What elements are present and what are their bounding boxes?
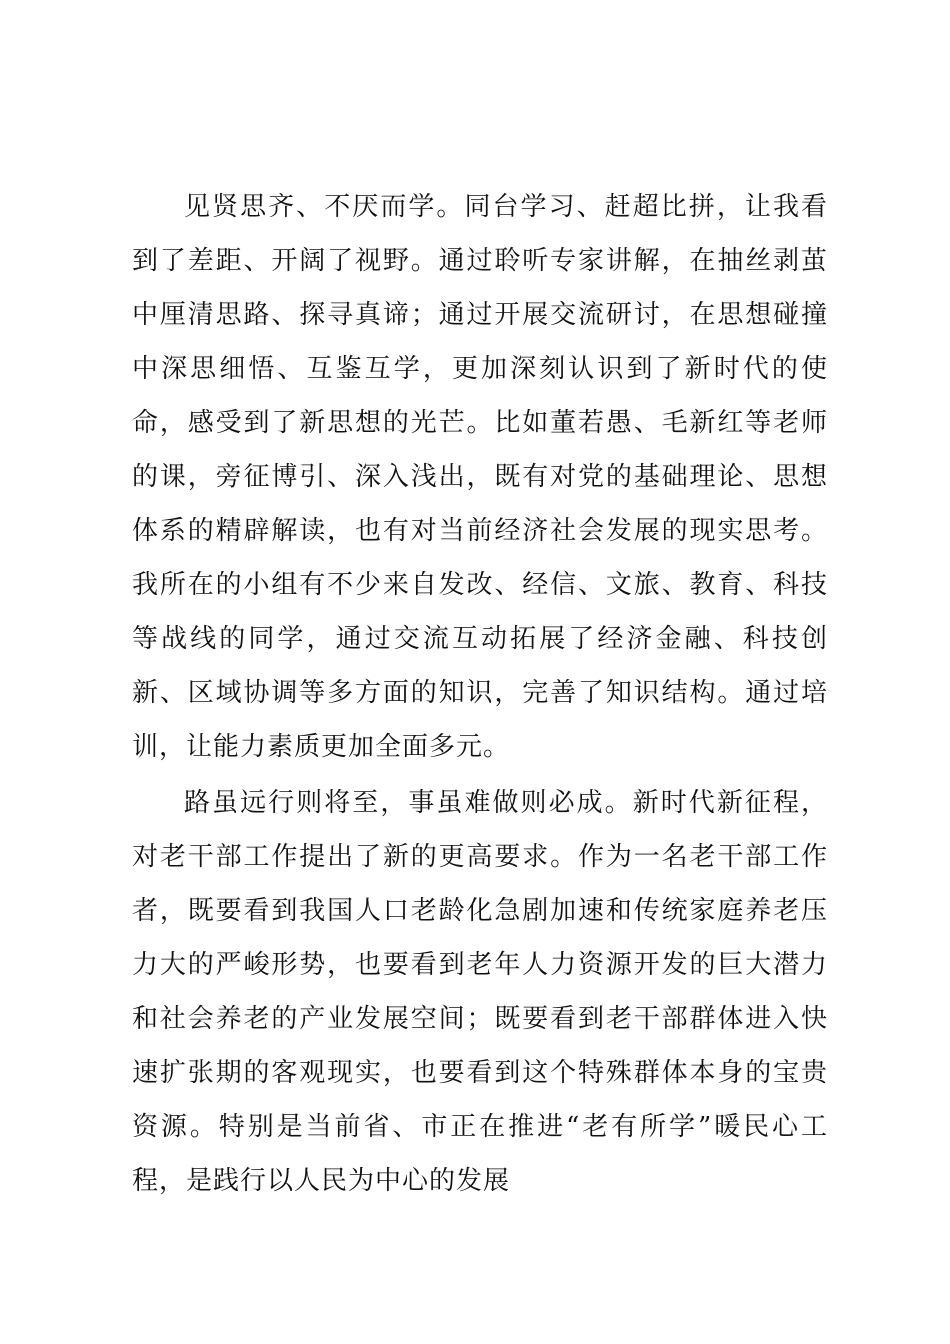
- body-paragraph-1: 见贤思齐、不厌而学。同台学习、赶超比拼，让我看到了差距、开阔了视野。通过聆听专家讲解，在抽丝剥茧中厘清思路、探寻真谛；通过开展交流研讨，在思想碰撞中深思细悟、互鉴互学，更加深刻认识到了新时代的使命，感受到了新思想的光芒。比如董若愚、毛新红等老师的课，旁征博引、深入浅出，既有对党的基础理论、思想体系的精辟解读，也有对当前经济社会发展的现实思考。我所在的小组有不少来自发改、经信、文旅、教育、科技等战线的同学，通过交流互动拓展了经济金融、科技创新、区域协调等多方面的知识，完善了知识结构。通过培训，让能力素质更加全面多元。: [132, 192, 828, 762]
- body-paragraph-2: 路虽远行则将至，事虽难做则必成。新时代新征程，对老干部工作提出了新的更高要求。作为一名老干部工作者，既要看到我国人口老龄化急剧加速和传统家庭养老压力大的严峻形势，也要看到老年人力资源开发的巨大潜力和社会养老的产业发展空间；既要看到老干部群体进入快速扩张期的客观现实，也要看到这个特殊群体本身的宝贵资源。特别是当前省、市正在推进“老有所学”暖民心工程，是践行以人民为中心的发展: [132, 788, 828, 1196]
